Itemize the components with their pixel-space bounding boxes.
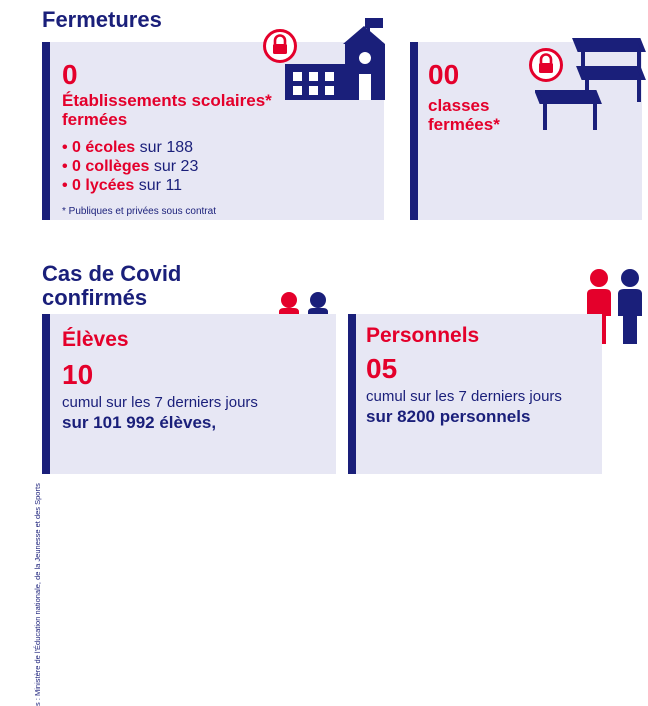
list-item: • 0 lycées sur 11	[62, 177, 183, 194]
etablissements-label-1: Établissements scolaires*	[62, 91, 272, 110]
etablissements-label-2: fermées	[62, 110, 128, 129]
classes-label-1: classes	[428, 96, 490, 115]
section-title-covid-1: Cas de Covid	[42, 261, 182, 286]
source-credit: s : Ministère de l'Éducation nationale, de la Jeunesse et des Sports	[33, 483, 42, 706]
personnels-total: sur 8200 personnels	[366, 407, 531, 426]
classroom-tables-icon	[535, 36, 647, 136]
personnels-count: 05	[366, 353, 398, 384]
section-title-covid-2: confirmés	[42, 285, 148, 310]
eleves-cumul: cumul sur les 7 derniers jours	[62, 394, 258, 411]
footnote: * Publiques et privées sous contrat	[62, 206, 216, 217]
classes-label-2: fermées*	[428, 115, 500, 134]
eleves-count: 10	[62, 359, 94, 390]
section-title-fermetures: Fermetures	[42, 7, 162, 32]
personnels-label: Personnels	[366, 324, 480, 347]
list-item: • 0 écoles sur 188	[62, 139, 194, 156]
classes-count: 00	[428, 59, 460, 90]
etablissements-count: 0	[62, 59, 78, 90]
etablissements-list	[62, 138, 198, 195]
card-eleves	[42, 314, 336, 474]
eleves-label: Élèves	[62, 328, 129, 351]
card-personnels	[348, 314, 602, 474]
personnels-cumul: cumul sur les 7 derniers jours	[366, 388, 562, 405]
school-building-icon	[285, 18, 385, 100]
list-item: • 0 collèges sur 23	[62, 158, 199, 175]
eleves-total: sur 101 992 élèves,	[62, 413, 217, 432]
